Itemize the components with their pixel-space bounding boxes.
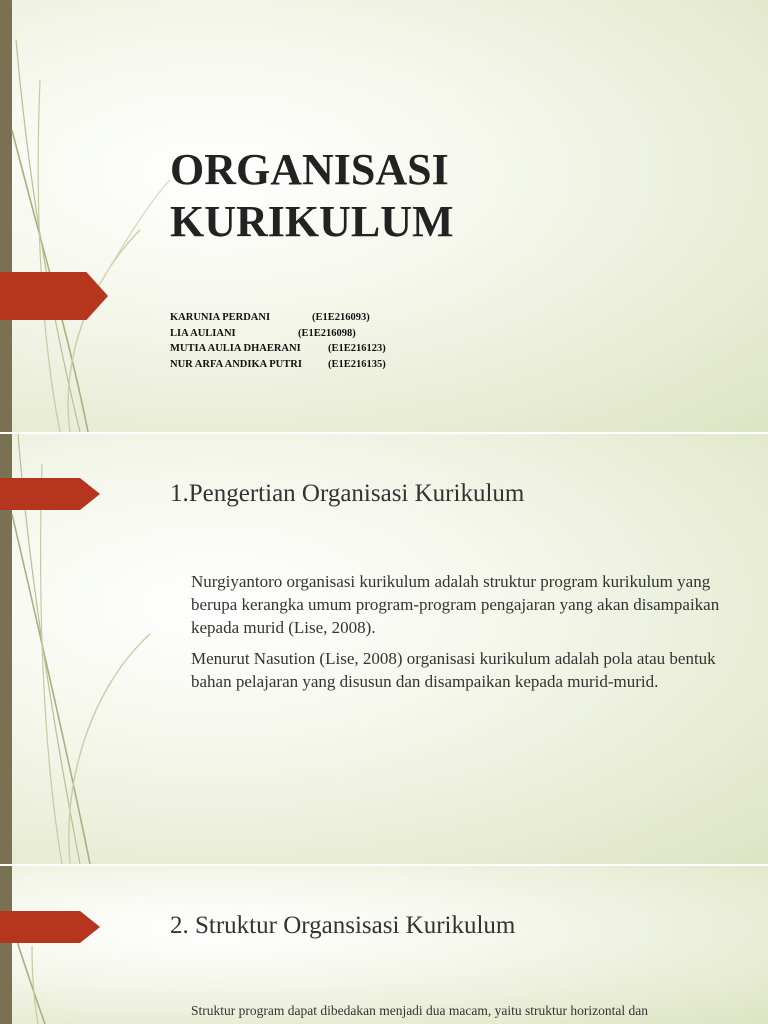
- bullet-item: Nurgiyantoro organisasi kurikulum adalah struktur program kurikulum yang berupa kerangka umum program-program pengajaran yang akan disampaikan kepada murid (Lise, 2008).: [191, 572, 720, 637]
- author-row: NUR ARFA ANDIKA PUTRI (E1E216135): [170, 358, 386, 370]
- bullet-list: [170, 570, 730, 701]
- bullet-item: Menurut Nasution (Lise, 2008) organisasi kurikulum adalah pola atau bentuk bahan pelajaran yang disusun dan disampaikan kepada murid-murid.: [191, 649, 716, 691]
- accent-arrow: [0, 478, 100, 510]
- slide-struktur: [0, 866, 768, 1024]
- slide-heading: 1.Pengertian Organisasi Kurikulum: [170, 480, 525, 507]
- accent-arrow: [0, 911, 100, 943]
- slide-heading: 2. Struktur Organsisasi Kurikulum: [170, 912, 516, 939]
- bullet-list: [170, 1002, 750, 1024]
- decorative-curves: [0, 866, 200, 1024]
- author-list: [170, 310, 386, 372]
- author-row: LIA AULIANI (E1E216098): [170, 327, 356, 339]
- bullet-item: Struktur program dapat dibedakan menjadi dua macam, yaitu struktur horizontal dan: [191, 1003, 648, 1018]
- author-row: MUTIA AULIA DHAERANI (E1E216123): [170, 343, 386, 354]
- slide-title: [0, 0, 768, 432]
- slide-pengertian: [0, 434, 768, 864]
- presentation-title: ORGANISASI KURIKULUM: [170, 145, 454, 246]
- accent-arrow: [0, 272, 108, 320]
- author-row: KARUNIA PERDANI (E1E216093): [170, 312, 370, 323]
